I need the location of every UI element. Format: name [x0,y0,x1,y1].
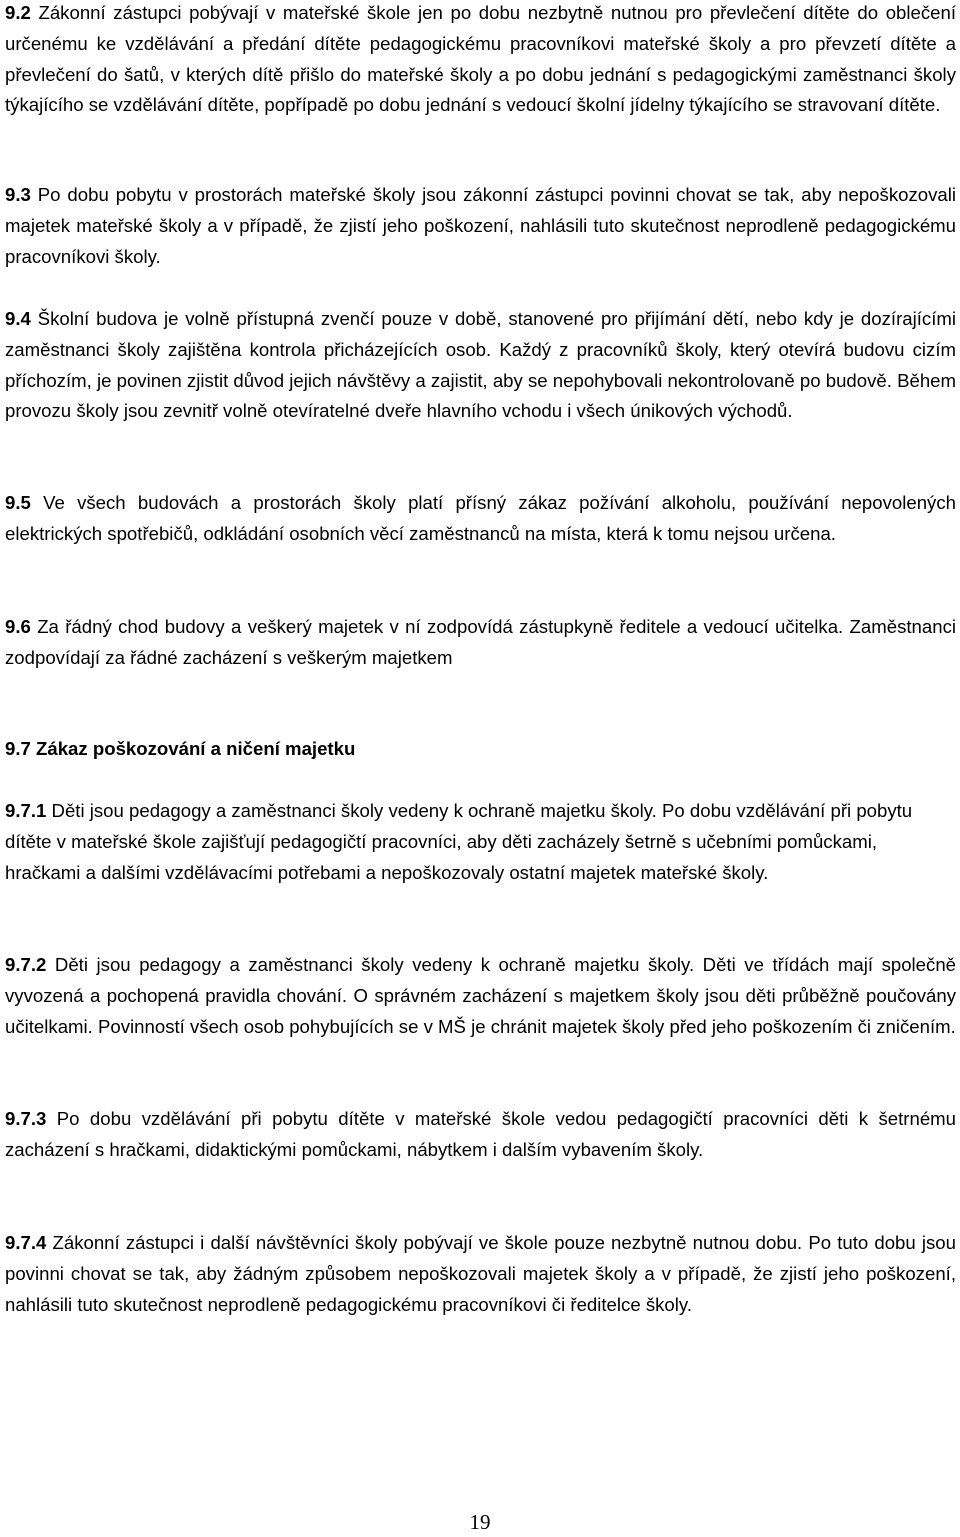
paragraph-text: Zákonní zástupci pobývají v mateřské škole jen po dobu nezbytně nutnou pro převlečení dítěte do oblečení určenému ke vzdělávání a předání dítěte pedagogickému pracovníkovi mateřské školy a pro převzetí dítěte a převlečení do šatů, v kterých dítě přišlo do mateřské školy a po dobu jednání s pedagogickými zaměstnanci školy týkajícího se vzdělávání dítěte, popřípadě po dobu jednání s vedoucí školní jídelny týkajícího se stravovaní dítěte. [5,2,956,116]
section-heading-9-7: 9.7 Zákaz poškozování a ničení majetku [5,738,356,759]
paragraph-text: Po dobu pobytu v prostorách mateřské školy jsou zákonní zástupci povinni chovat se tak, aby nepoškozovali majetek mateřské školy a v případě, že zjistí jeho poškození, nahlásili tuto skutečnost neprodleně pedagogickému pracovníkovi školy. [5,184,956,267]
paragraph-9-7-3 [5,1104,956,1166]
paragraph-number: 9.7.4 [5,1232,47,1253]
paragraph-number: 9.4 [5,308,31,329]
paragraph-text: Ve všech budovách a prostorách školy platí přísný zákaz požívání alkoholu, používání nepovolených elektrických spotřebičů, odkládání osobních věcí zaměstnanců na místa, která k tomu nejsou určena. [5,492,956,544]
paragraph-text: Školní budova je volně přístupná zvenčí pouze v době, stanovené pro přijímání dětí, nebo kdy je dozírajícími zaměstnanci školy zajištěna kontrola přicházejících osob. Každý z pracovníků školy, který otevírá budovu cizím příchozím, je povinen zjistit důvod jejich návštěvy a zajistit, aby se nepohybovali nekontrolovaně po budově. Během provozu školy jsou zevnitř volně otevíratelné dveře hlavního vchodu i všech únikových východů. [5,308,956,422]
paragraph-9-3 [5,180,956,272]
paragraph-text: Děti jsou pedagogy a zaměstnanci školy vedeny k ochraně majetku školy. Po dobu vzdělávání při pobytu dítěte v mateřské škole zajišťují pedagogičtí pracovníci, aby děti zacházely šetrně s učebními pomůckami, hračkami a dalšími vzdělávacími potřebami a nepoškozovaly ostatní majetek mateřské školy. [5,800,913,883]
paragraph-text: Po dobu vzdělávání při pobytu dítěte v mateřské škole vedou pedagogičtí pracovníci děti k šetrnému zacházení s hračkami, didaktickými pomůckami, nábytkem i dalším vybavením školy. [5,1108,956,1160]
paragraph-number: 9.7.3 [5,1108,47,1129]
paragraph-9-2 [5,0,956,121]
paragraph-text: Zákonní zástupci i další návštěvníci školy pobývají ve škole pouze nezbytně nutnou dobu. Po tuto dobu jsou povinni chovat se tak, aby žádným způsobem nepoškozovali majetek školy a v případě, že zjistí jeho poškození, nahlásili tuto skutečnost neprodleně pedagogickému pracovníkovi či ředitelce školy. [5,1232,956,1315]
paragraph-number: 9.7.1 [5,800,47,821]
paragraph-number: 9.6 [5,616,31,637]
paragraph-number: 9.5 [5,492,31,513]
paragraph-9-7-4 [5,1228,956,1320]
paragraph-9-5 [5,488,956,550]
paragraph-number: 9.2 [5,2,31,23]
paragraph-text: Děti jsou pedagogy a zaměstnanci školy vedeny k ochraně majetku školy. Děti ve třídách mají společně vyvozená a pochopená pravidla chování. O správném zacházení s majetkem školy jsou děti průběžně poučovány učitelkami. Povinností všech osob pohybujících se v MŠ je chránit majetek školy před jeho poškozením či zničením. [5,954,956,1037]
paragraph-9-6 [5,612,956,674]
paragraph-9-7-1 [5,796,956,888]
page-number: 19 [469,1510,491,1534]
paragraph-text: Za řádný chod budovy a veškerý majetek v ní zodpovídá zástupkyně ředitele a vedoucí učitelka. Zaměstnanci zodpovídají za řádné zacházení s veškerým majetkem [5,616,956,668]
paragraph-number: 9.3 [5,184,31,205]
paragraph-9-7-2 [5,950,956,1042]
paragraph-number: 9.7.2 [5,954,47,975]
paragraph-9-4 [5,304,956,427]
